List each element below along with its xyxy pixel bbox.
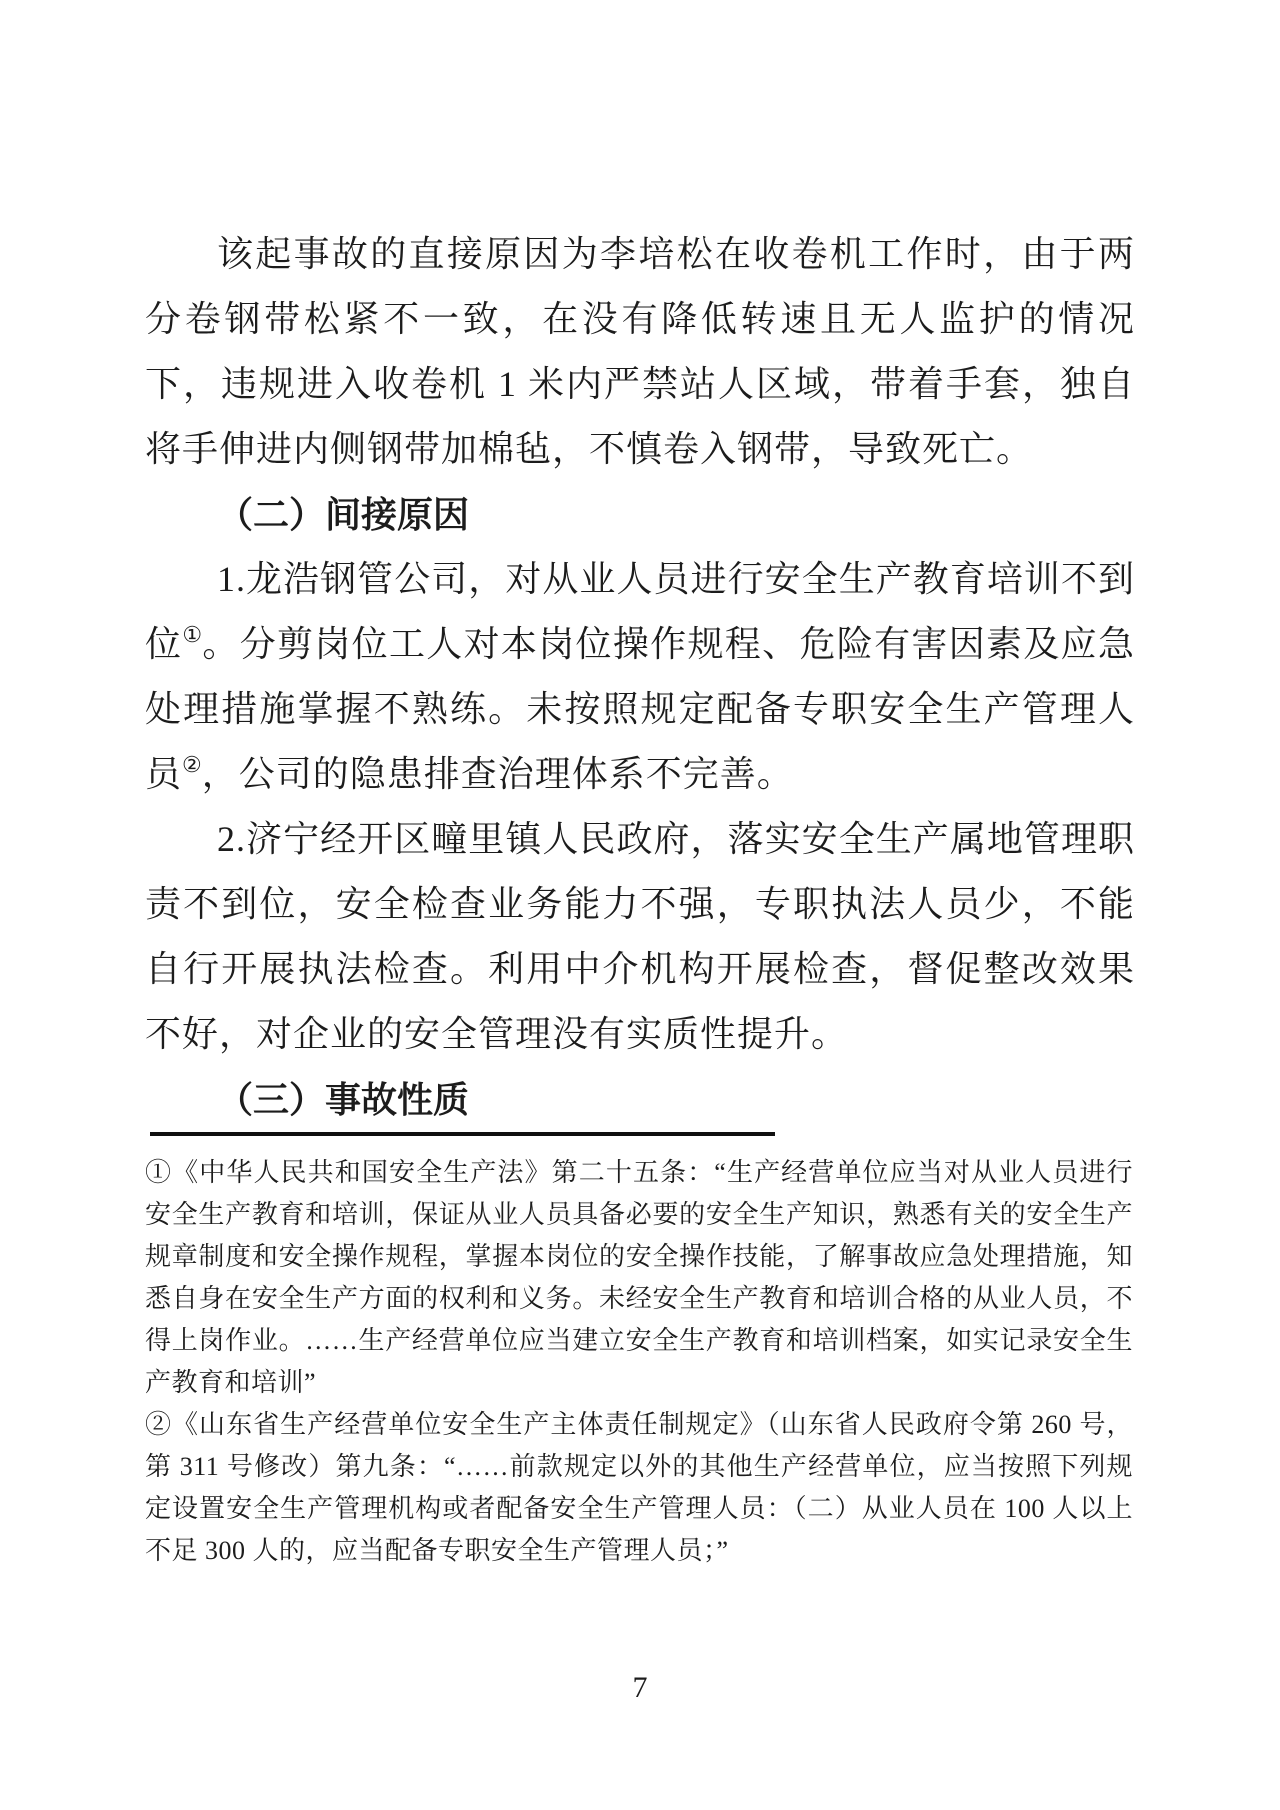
heading-accident-nature: （三）事故性质 <box>217 1079 470 1120</box>
heading-indirect-cause: （二）间接原因 <box>217 494 470 535</box>
paragraph-indirect-item-2: 2.济宁经开区疃里镇人民政府，落实安全生产属地管理职责不到位，安全检查业务能力不强，专职执法人员少，不能自行开展执法检查。利用中介机构开展检查，督促整改效果不好，对企业的安全管理没有实质性提升。 <box>145 819 1135 1054</box>
footnote-separator-rule <box>150 1132 775 1136</box>
footnote-ref-1: ① <box>182 622 203 647</box>
body-content <box>145 222 1135 1132</box>
footnotes-section <box>145 1152 1133 1572</box>
indirect-item-1-text-a: 1.龙浩钢管公司，对从业人员进行安全生产教育培训不到位 <box>145 559 1135 664</box>
indirect-item-1-text-c: ，公司的隐患排查治理体系不完善。 <box>201 754 794 794</box>
indirect-item-1-text-b: 。分剪岗位工人对本岗位操作规程、危险有害因素及应急处理措施掌握不熟练。未按照规定配备专职安全生产管理人员 <box>145 624 1135 794</box>
page-number: 7 <box>632 1671 648 1704</box>
paragraph-direct-cause: 该起事故的直接原因为李培松在收卷机工作时，由于两分卷钢带松紧不一致，在没有降低转速且无人监护的情况下，违规进入收卷机 1 米内严禁站人区域，带着手套，独自将手伸进内侧钢带加棉毡，不慎卷入钢带，导致死亡。 <box>145 234 1135 469</box>
footnote-ref-2: ② <box>182 752 202 777</box>
paragraph-indirect-item-1 <box>145 547 1135 807</box>
footnote-2: ②《山东省生产经营单位安全生产主体责任制规定》（山东省人民政府令第 260 号，第 311 号修改）第九条：“……前款规定以外的其他生产经营单位，应当按照下列规定设置安全生产管理机构或者配备安全生产管理人员：（二）从业人员在 100 人以上不足 300 人的，应当配备专职安全生产管理人员；” <box>145 1410 1133 1565</box>
footnote-1: ①《中华人民共和国安全生产法》第二十五条：“生产经营单位应当对从业人员进行安全生产教育和培训，保证从业人员具备必要的安全生产知识，熟悉有关的安全生产规章制度和安全操作规程，掌握本岗位的安全操作技能，了解事故应急处理措施，知悉自身在安全生产方面的权利和义务。未经安全生产教育和培训合格的从业人员，不得上岗作业。……生产经营单位应当建立安全生产教育和培训档案，如实记录安全生产教育和培训” <box>145 1158 1133 1397</box>
